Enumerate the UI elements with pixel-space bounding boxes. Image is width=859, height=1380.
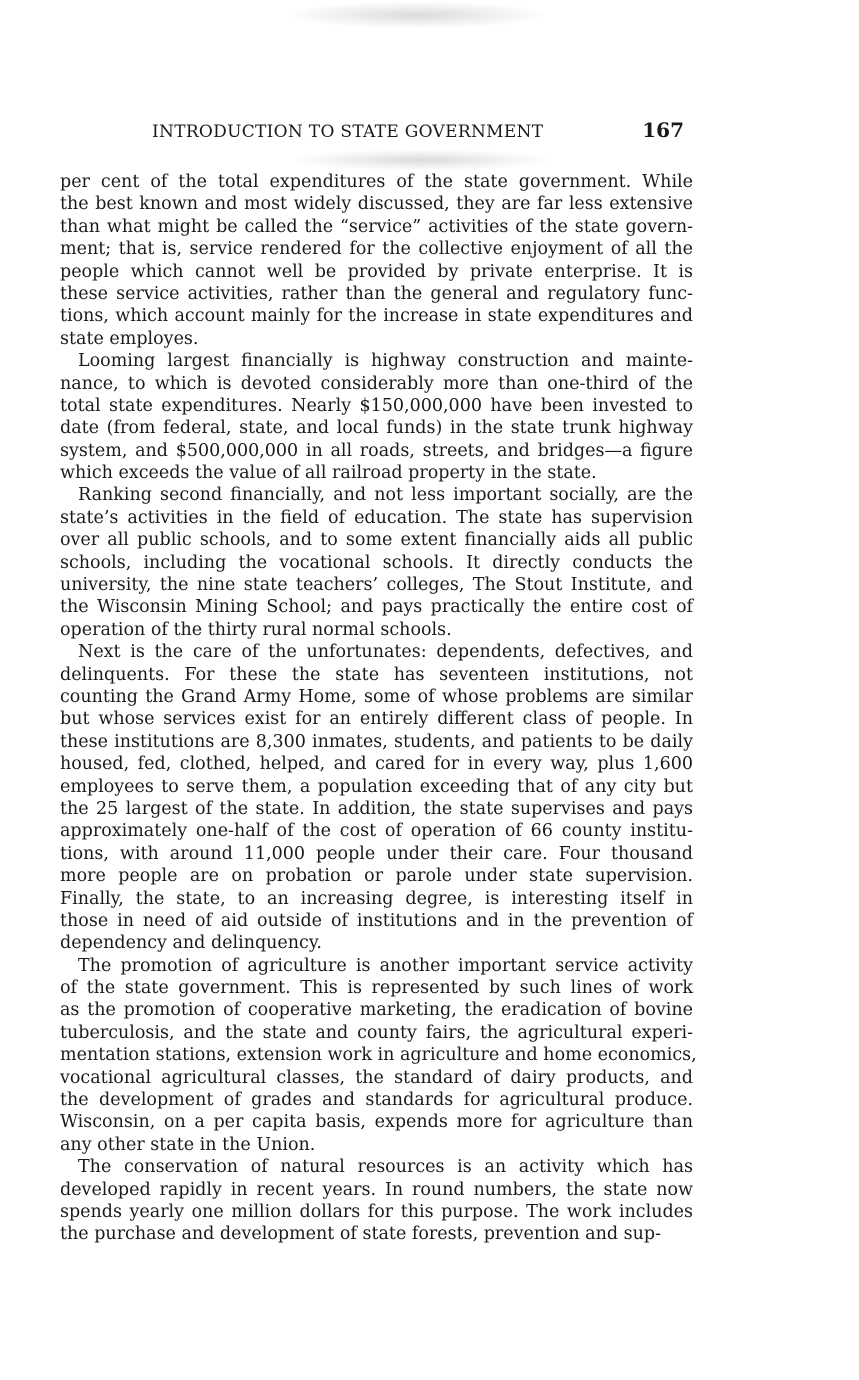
text-line: Finally, the state, to an increasing degree, is interesting itself in (60, 888, 693, 909)
text-line: the purchase and development of state forests, prevention and sup- (60, 1224, 661, 1245)
text-line: the 25 largest of the state. In addition, the state supervises and pays (60, 798, 693, 819)
text-line: state’s activities in the field of education. The state has supervision (60, 507, 693, 528)
text-line: university, the nine state teachers’ colleges, The Stout Institute, and (60, 575, 693, 596)
text-line: per cent of the total expenditures of the state government. While (60, 172, 693, 192)
text-line: people which cannot well be provided by private enterprise. It is (60, 261, 693, 282)
text-line: the best known and most widely discussed, they are far less extensive (60, 194, 693, 215)
running-header (60, 118, 690, 148)
text-line: system, and $500,000,000 in all roads, streets, and bridges—a figure (60, 440, 693, 461)
text-line: Next is the care of the unfortunates: dependents, defectives, and (78, 642, 693, 663)
text-line: The promotion of agriculture is another important service activity (78, 955, 693, 976)
page-number: 167 (642, 118, 684, 142)
paragraph (60, 641, 693, 954)
text-line: developed rapidly in recent years. In round numbers, the state now (60, 1179, 693, 1200)
text-line: Looming largest financially is highway construction and mainte- (78, 351, 693, 372)
text-line: housed, fed, clothed, helped, and cared for in every way, plus 1,600 (60, 754, 693, 775)
text-line: the Wisconsin Mining School; and pays practically the entire cost of (60, 597, 693, 618)
text-line: delinquents. For these the state has seventeen institutions, not (60, 664, 693, 685)
text-line: total state expenditures. Nearly $150,000,000 have been invested to (60, 395, 693, 416)
text-line: tions, which account mainly for the increase in state expenditures and (60, 306, 693, 327)
text-line: operation of the thirty rural normal schools. (60, 619, 452, 640)
body-text (60, 171, 697, 1246)
text-line: than what might be called the “service” activities of the state govern- (60, 216, 693, 237)
text-line: schools, including the vocational schools. It directly conducts the (60, 552, 693, 573)
text-line: spends yearly one million dollars for this purpose. The work includes (60, 1201, 693, 1222)
text-line: Ranking second financially, and not less important socially, are the (78, 485, 693, 506)
text-line: approximately one-half of the cost of operation of 66 county institu- (60, 821, 693, 842)
paragraph (60, 1156, 693, 1246)
paragraph (60, 350, 693, 484)
text-line: the development of grades and standards for agricultural produce. (60, 1090, 693, 1111)
paragraph (60, 171, 693, 350)
text-line: these institutions are 8,300 inmates, students, and patients to be daily (60, 731, 693, 752)
text-line: of the state government. This is represented by such lines of work (60, 978, 693, 999)
text-line: tuberculosis, and the state and county fairs, the agricultural experi- (60, 1022, 693, 1043)
text-line: any other state in the Union. (60, 1134, 316, 1155)
scan-smudge-header (296, 150, 546, 170)
text-line: The conservation of natural resources is an activity which has (78, 1157, 693, 1178)
text-line: dependency and delinquency. (60, 933, 322, 954)
text-line: Wisconsin, on a per capita basis, expends more for agriculture than (60, 1112, 693, 1133)
text-line: counting the Grand Army Home, some of whose problems are similar (60, 686, 693, 707)
text-line: these service activities, rather than the general and regulatory func- (60, 283, 693, 304)
text-line: more people are on probation or parole under state supervision. (60, 866, 693, 887)
text-line: as the promotion of cooperative marketing, the eradication of bovine (60, 1000, 693, 1021)
text-line: date (from federal, state, and local funds) in the state trunk highway (60, 418, 693, 439)
text-line: ment; that is, service rendered for the collective enjoyment of all the (60, 239, 693, 260)
text-line: but whose services exist for an entirely different class of people. In (60, 709, 693, 730)
text-line: those in need of aid outside of institutions and in the prevention of (60, 910, 693, 931)
text-line: vocational agricultural classes, the standard of dairy products, and (60, 1067, 693, 1088)
text-line: which exceeds the value of all railroad property in the state. (60, 463, 597, 484)
text-line: tions, with around 11,000 people under their care. Four thousand (60, 843, 693, 864)
paragraph (60, 484, 693, 641)
text-line: over all public schools, and to some extent financially aids all public (60, 530, 693, 551)
scan-smudge-top (292, 2, 542, 28)
text-line: nance, to which is devoted considerably more than one-third of the (60, 373, 693, 394)
running-title: INTRODUCTION TO STATE GOVERNMENT (152, 122, 544, 142)
text-line: state employes. (60, 328, 199, 349)
text-line: employees to serve them, a population exceeding that of any city but (60, 776, 693, 797)
paragraph (60, 955, 697, 1157)
text-line: mentation stations, extension work in agriculture and home economics, (60, 1045, 697, 1066)
